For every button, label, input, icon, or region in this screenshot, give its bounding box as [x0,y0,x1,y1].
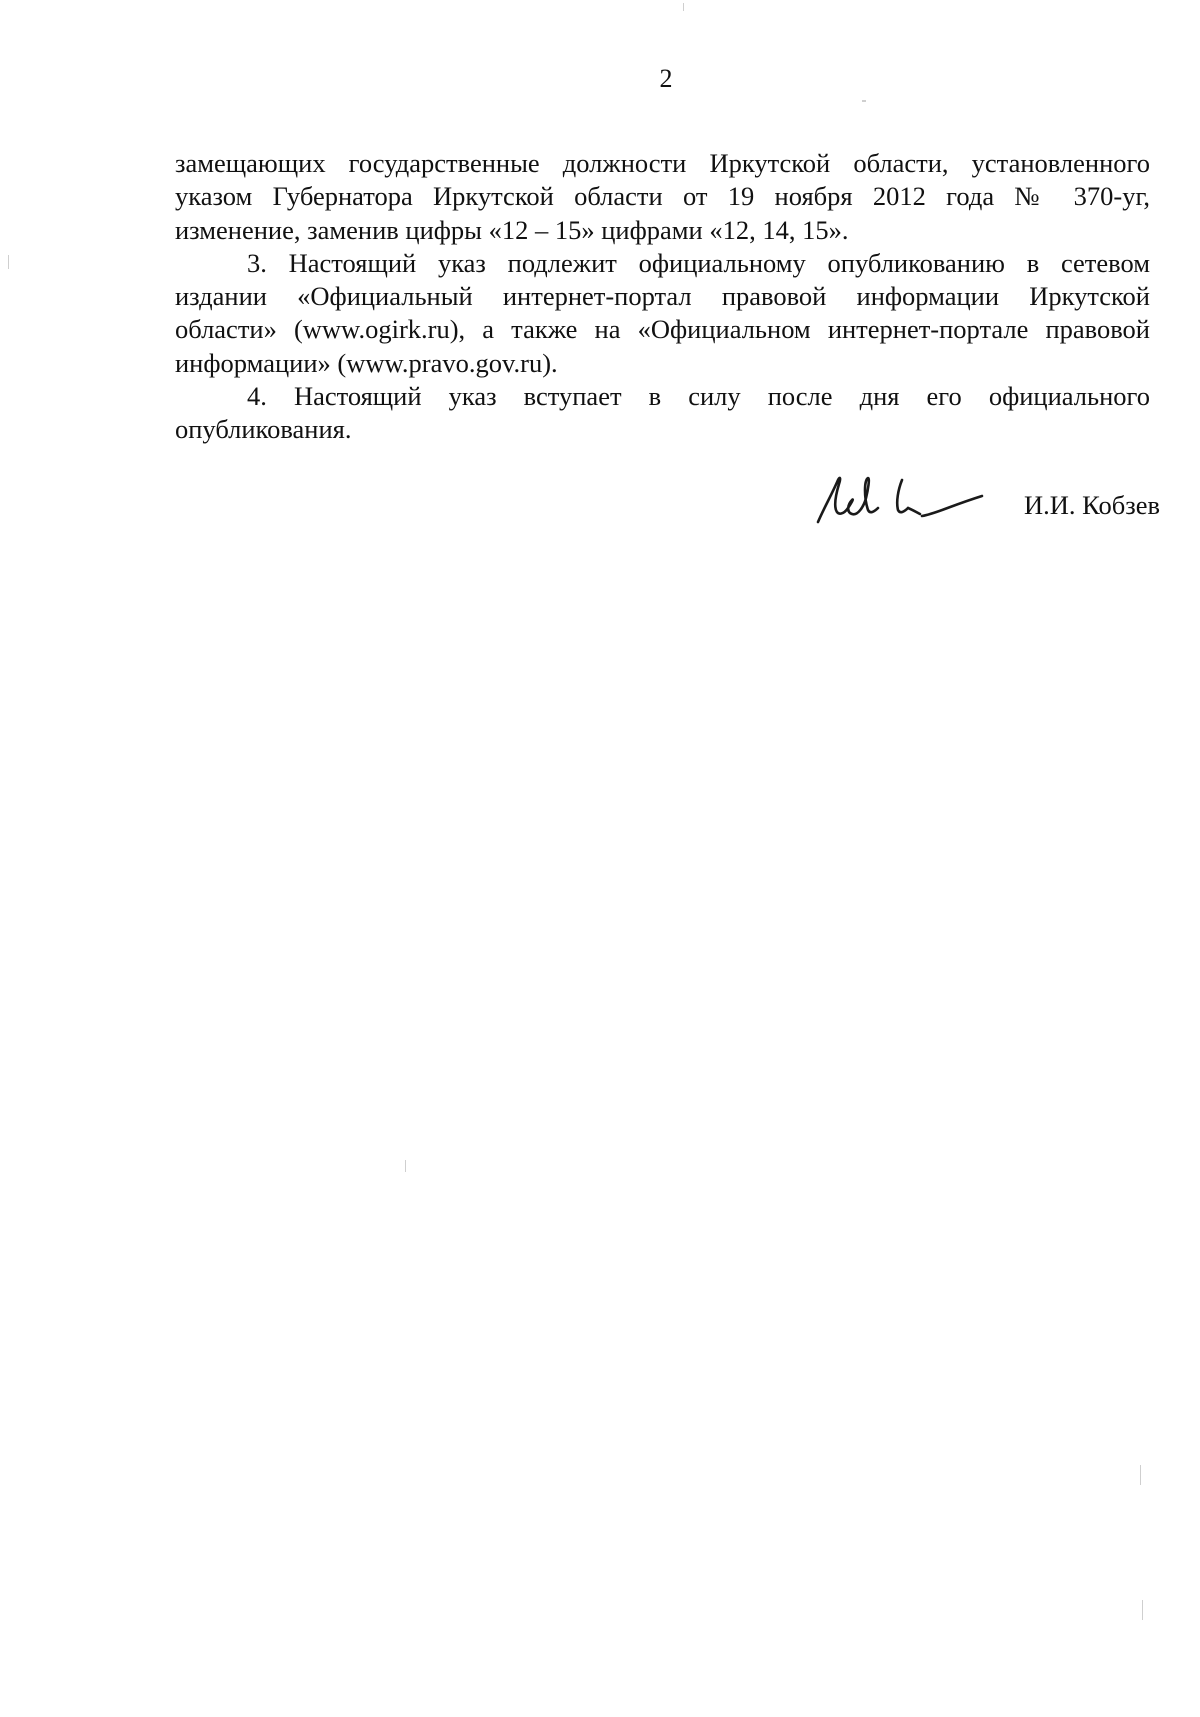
document-body [175,147,1150,447]
paragraph-line: области» (www.ogirk.ru), а также на «Официальном интернет-портале правовой [175,314,1150,345]
paragraph-line: 3. Настоящий указ подлежит официальному опубликованию в сетевом [247,247,1150,278]
paragraph-line: информации» (www.pravo.gov.ru). [175,347,558,378]
paragraph-line: 4. Настоящий указ вступает в силу после дня его официального [247,381,1150,412]
scan-artifact [862,100,866,102]
scan-artifact [405,1160,406,1172]
scan-artifact [683,3,684,11]
paragraph-continuation [175,147,1150,247]
paragraph-line: замещающих государственные должности Иркутской области, установленного [175,148,1150,178]
scan-artifact [8,255,9,269]
scan-artifact [1142,1600,1143,1620]
paragraph-3 [175,247,1150,380]
handwritten-signature [810,464,985,534]
paragraph-line: указом Губернатора Иркутской области от 19 ноября 2012 года № 370-уг, [175,181,1150,212]
page-number [0,64,1200,94]
signer-name: И.И. Кобзев [1024,490,1160,520]
scan-artifact [1140,1465,1141,1485]
signature-block [810,464,1160,534]
page-number-text: 2 [659,64,673,93]
paragraph-line: издании «Официальный интернет-портал правовой информации Иркутской [175,281,1150,312]
paragraph-line: изменение, заменив цифры «12 – 15» цифрами «12, 14, 15». [175,214,849,245]
paragraph-line: опубликования. [175,414,352,445]
paragraph-4 [175,380,1150,447]
